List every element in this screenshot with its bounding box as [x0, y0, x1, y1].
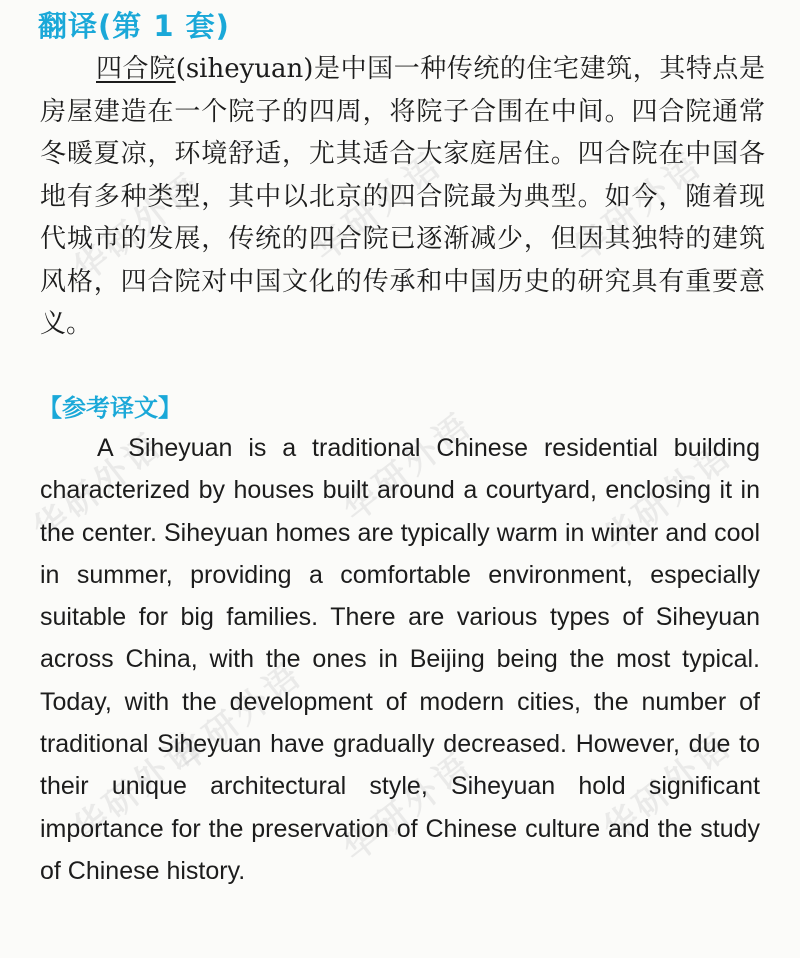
reference-translation-label: 【参考译文】	[38, 394, 182, 422]
watermark: 华研外语	[165, 654, 311, 780]
english-translation: A Siheyuan is a traditional Chinese residential building characterized by houses built around a courtyard, enclosing it in the center. Siheyuan homes are typically warm in winter and cool in summer, providing a comfortable environment, especially suitable for big families. There are various types of Siheyuan across China, with the ones in Beijing being the most typical. Today, with the development of modern cities, the number of traditional Siheyuan have gradually decreased. However, due to their unique architectural style, Siheyuan hold significant importance for the preservation of Chinese culture and the study of Chinese history.	[40, 434, 760, 885]
section-heading: 翻译(第 1 套)	[38, 9, 230, 43]
watermark: 华研外语	[335, 404, 481, 530]
term-siheyuan: 四合院	[96, 54, 176, 84]
watermark: 华研外语	[565, 144, 711, 270]
chinese-passage	[40, 48, 765, 346]
watermark: 华研外语	[335, 744, 481, 870]
watermark: 华研外语	[65, 724, 211, 850]
chinese-passage-body: (siheyuan)是中国一种传统的住宅建筑，其特点是房屋建造在一个院子的四周，将院子合围在中间。四合院通常冬暖夏凉，环境舒适，尤其适合大家庭居住。四合院在中国各地有多种类型，其中以北京的四合院最为典型。如今，随着现代城市的发展，传统的四合院已逐渐减少，但因其独特的建筑风格，四合院对中国文化的传承和中国历史的研究具有重要意义。	[40, 54, 765, 339]
watermark: 华研外语	[25, 424, 171, 550]
watermark: 华研外语	[305, 144, 451, 270]
watermark: 华研外语	[595, 724, 741, 850]
watermark: 华研外语	[65, 164, 211, 290]
watermark: 华研外语	[595, 434, 741, 560]
